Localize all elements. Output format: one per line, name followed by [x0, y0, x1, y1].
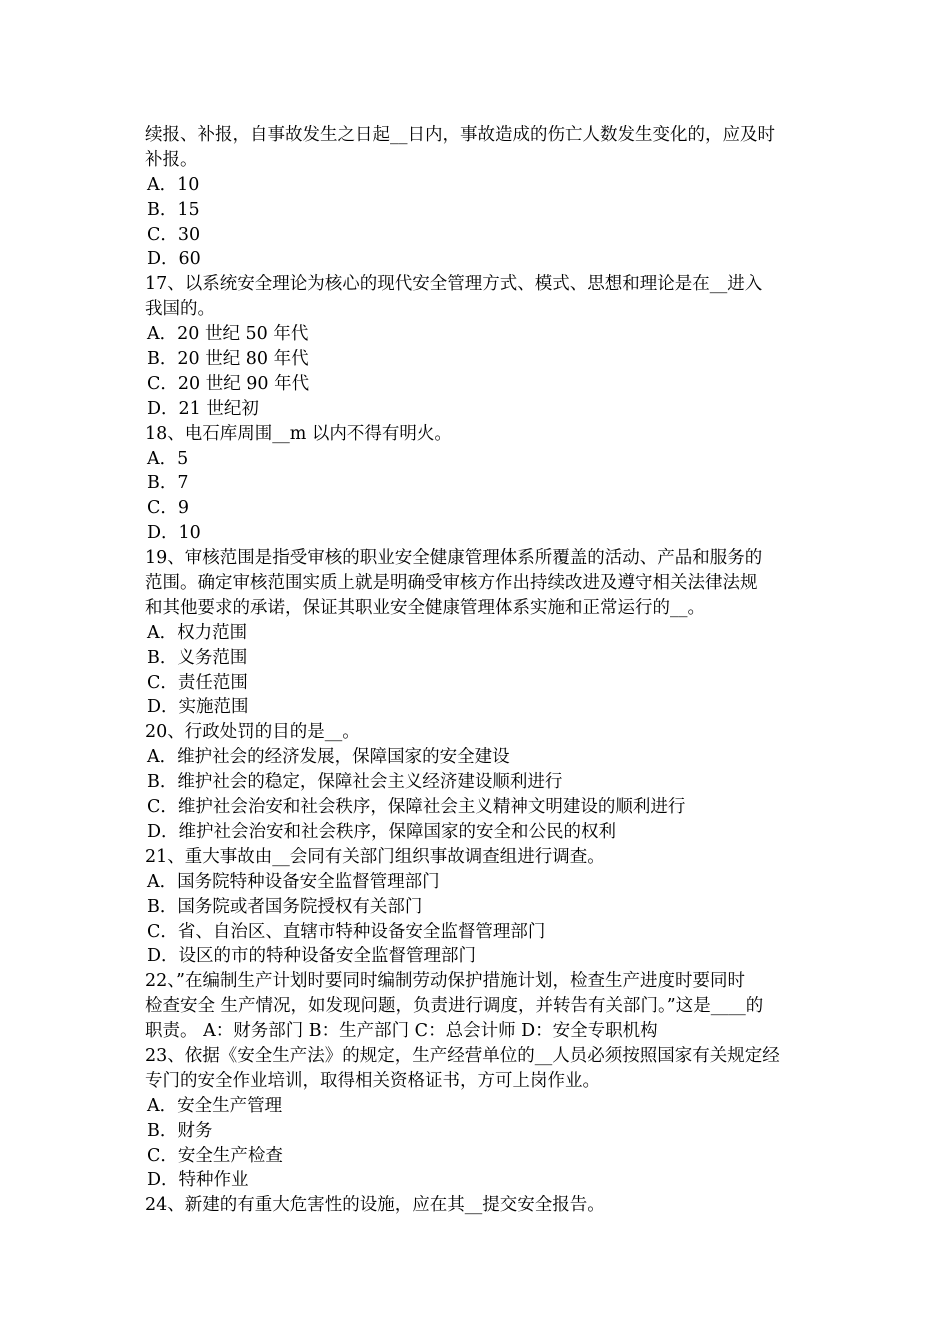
- question-text-line: 17、以系统安全理论为核心的现代安全管理方式、模式、思想和理论是在__进入: [145, 274, 763, 295]
- answer-option-line: D．21 世纪初: [147, 398, 259, 419]
- answer-option-line: C．20 世纪 90 年代: [147, 373, 310, 394]
- question-text-line: 22、”在编制生产计划时要同时编制劳动保护措施计划，检查生产进度时要同时: [145, 971, 745, 992]
- question-text-line: 我国的。: [145, 299, 215, 320]
- question-text-line: 19、审核范围是指受审核的职业安全健康管理体系所覆盖的活动、产品和服务的: [145, 548, 763, 569]
- question-text-line: 20、行政处罚的目的是__。: [145, 722, 360, 743]
- answer-option-line: A．维护社会的经济发展，保障国家的安全建设: [147, 747, 510, 768]
- answer-option-line: D．60: [147, 249, 201, 270]
- question-text-line: 补报。: [145, 149, 198, 170]
- answer-option-line: C．责任范围: [147, 672, 248, 693]
- question-text-line: 23、依据《安全生产法》的规定，生产经营单位的__人员必须按照国家有关规定经: [145, 1045, 780, 1066]
- answer-option-line: D．特种作业: [147, 1170, 249, 1191]
- document-body: [145, 123, 815, 1218]
- answer-option-line: A．5: [147, 448, 189, 469]
- question-text-line: 职责。 A：财务部门 B：生产部门 C：总会计师 D：安全专职机构: [145, 1021, 658, 1042]
- answer-option-line: C．省、自治区、直辖市特种设备安全监督管理部门: [147, 921, 546, 942]
- answer-option-line: C．维护社会治安和社会秩序，保障社会主义精神文明建设的顺利进行: [147, 797, 686, 818]
- answer-option-line: A．国务院特种设备安全监督管理部门: [147, 871, 440, 892]
- answer-option-line: D．维护社会治安和社会秩序，保障国家的安全和公民的权利: [147, 821, 617, 842]
- question-text-line: 专门的安全作业培训，取得相关资格证书，方可上岗作业。: [145, 1070, 600, 1091]
- question-text-line: 和其他要求的承诺，保证其职业安全健康管理体系实施和正常运行的__。: [145, 597, 705, 618]
- question-text-line: 检查安全 生产情况，如发现问题，负责进行调度，并转告有关部门。”这是____的: [145, 996, 764, 1017]
- question-text-line: 24、新建的有重大危害性的设施，应在其__提交安全报告。: [145, 1195, 605, 1216]
- question-text-line: 21、重大事故由__会同有关部门组织事故调查组进行调查。: [145, 846, 605, 867]
- answer-option-line: C．9: [147, 498, 190, 519]
- answer-option-line: D．10: [147, 523, 201, 544]
- answer-option-line: A．20 世纪 50 年代: [147, 324, 309, 345]
- answer-option-line: A．安全生产管理: [147, 1095, 283, 1116]
- question-text-line: 范围。确定审核范围实质上就是明确受审核方作出持续改进及遵守相关法律法规: [145, 573, 758, 594]
- answer-option-line: A．权力范围: [147, 622, 248, 643]
- answer-option-line: D．实施范围: [147, 697, 249, 718]
- answer-option-line: C．安全生产检查: [147, 1145, 283, 1166]
- answer-option-line: B．20 世纪 80 年代: [147, 349, 309, 370]
- answer-option-line: A．10: [147, 174, 200, 195]
- answer-option-line: B．财务: [147, 1120, 213, 1141]
- answer-option-line: B．7: [147, 473, 189, 494]
- answer-option-line: B．义务范围: [147, 647, 248, 668]
- answer-option-line: B．国务院或者国务院授权有关部门: [147, 896, 423, 917]
- answer-option-line: B．15: [147, 199, 200, 220]
- answer-option-line: B．维护社会的稳定，保障社会主义经济建设顺利进行: [147, 772, 563, 793]
- answer-option-line: D．设区的市的特种设备安全监督管理部门: [147, 946, 477, 967]
- answer-option-line: C．30: [147, 224, 201, 245]
- question-text-line: 续报、补报，自事故发生之日起__日内，事故造成的伤亡人数发生变化的，应及时: [145, 125, 775, 145]
- question-text-line: 18、电石库周围__m 以内不得有明火。: [145, 423, 452, 444]
